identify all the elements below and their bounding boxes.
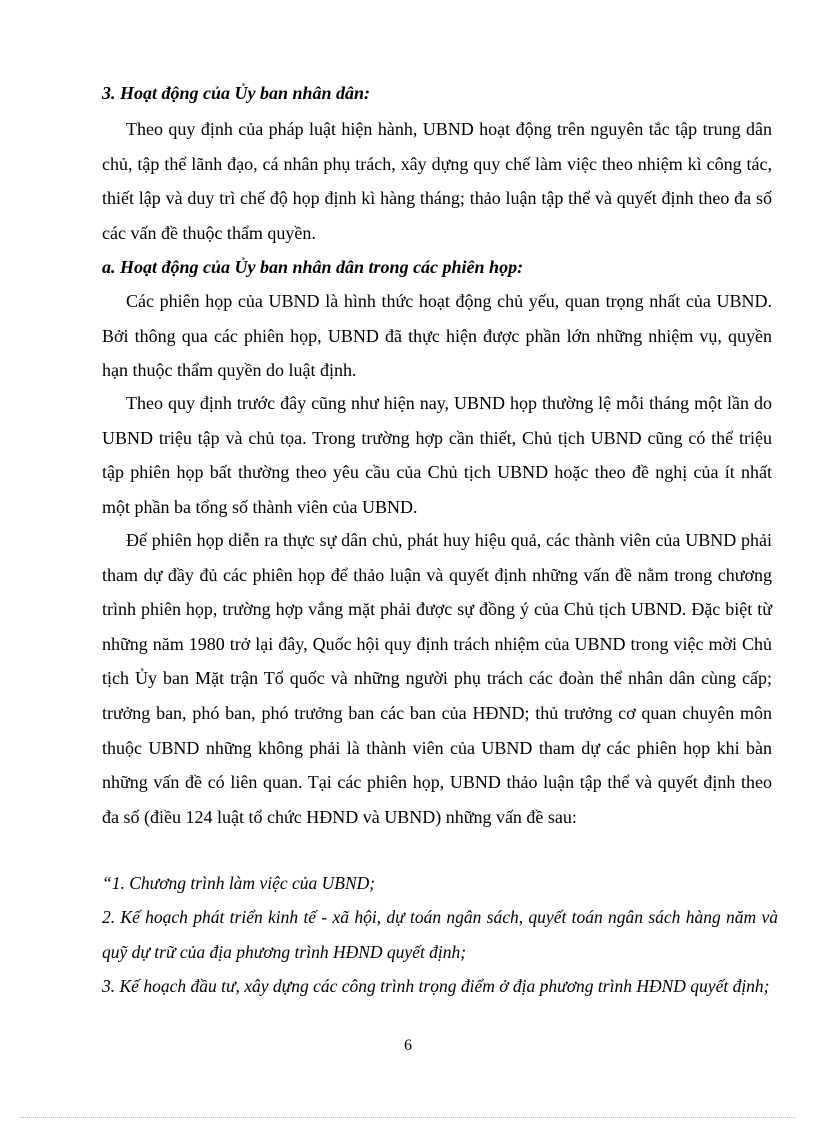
paragraph-a1: Các phiên họp của UBND là hình thức hoạt động chủ yếu, quan trọng nhất của UBND. Bởi thông qua các phiên họp, UBND đã thực hiện được phần lớn những nhiệm vụ, quyền hạn thuộc thẩm quyền do luật định.: [102, 291, 772, 381]
subsection-heading-a: a. Hoạt động của Ủy ban nhân dân trong các phiên họp:: [102, 257, 524, 277]
paragraph-section-3: Theo quy định của pháp luật hiện hành, UBND hoạt động trên nguyên tắc tập trung dân chủ, tập thể lãnh đạo, cá nhân phụ trách, xây dựng quy chế làm việc theo nhiệm kì công tác, thiết lập và duy trì chế độ họp định kì hàng tháng; thảo luận tập thể và quyết định theo đa số các vấn đề thuộc thẩm quyền.: [102, 119, 772, 243]
footer-divider: [20, 1117, 796, 1118]
section-heading-3: 3. Hoạt động của Ủy ban nhân dân:: [102, 83, 371, 103]
quote-item-3: 3. Kế hoạch đầu tư, xây dựng các công trình trọng điểm ở địa phương trình HĐND quyết định;: [102, 976, 770, 996]
paragraph-a2: Theo quy định trước đây cũng như hiện nay, UBND họp thường lệ mỗi tháng một lần do UBND triệu tập và chủ tọa. Trong trường hợp cần thiết, Chủ tịch UBND cũng có thể triệu tập phiên họp bất thường theo yêu cầu của Chủ tịch UBND hoặc theo đề nghị của ít nhất một phần ba tổng số thành viên của UBND.: [102, 393, 772, 517]
quote-item-2: 2. Kế hoạch phát triển kinh tế - xã hội, dự toán ngân sách, quyết toán ngân sách hàng năm và quỹ dự trữ của địa phương trình HĐND quyết định;: [102, 907, 778, 962]
paragraph-a3: Để phiên họp diễn ra thực sự dân chủ, phát huy hiệu quả, các thành viên của UBND phải tham dự đầy đủ các phiên họp để thảo luận và quyết định những vấn đề nằm trong chương trình phiên họp, trường hợp vắng mặt phải được sự đồng ý của Chủ tịch UBND. Đặc biệt từ những năm 1980 trở lại đây, Quốc hội quy định trách nhiệm của UBND trong việc mời Chủ tịch Ủy ban Mặt trận Tổ quốc và những người phụ trách các đoàn thể nhân dân cùng cấp; trưởng ban, phó ban, phó trưởng ban các ban của HĐND; thủ trưởng cơ quan chuyên môn thuộc UBND những không phải là thành viên của UBND tham dự các phiên họp khi bàn những vấn đề có liên quan. Tại các phiên họp, UBND thảo luận tập thể và quyết định theo đa số (điều 124 luật tổ chức HĐND và UBND) những vấn đề sau:: [102, 530, 772, 827]
quote-item-1: “1. Chương trình làm việc của UBND;: [102, 873, 376, 893]
page-number: 6: [404, 1037, 412, 1054]
